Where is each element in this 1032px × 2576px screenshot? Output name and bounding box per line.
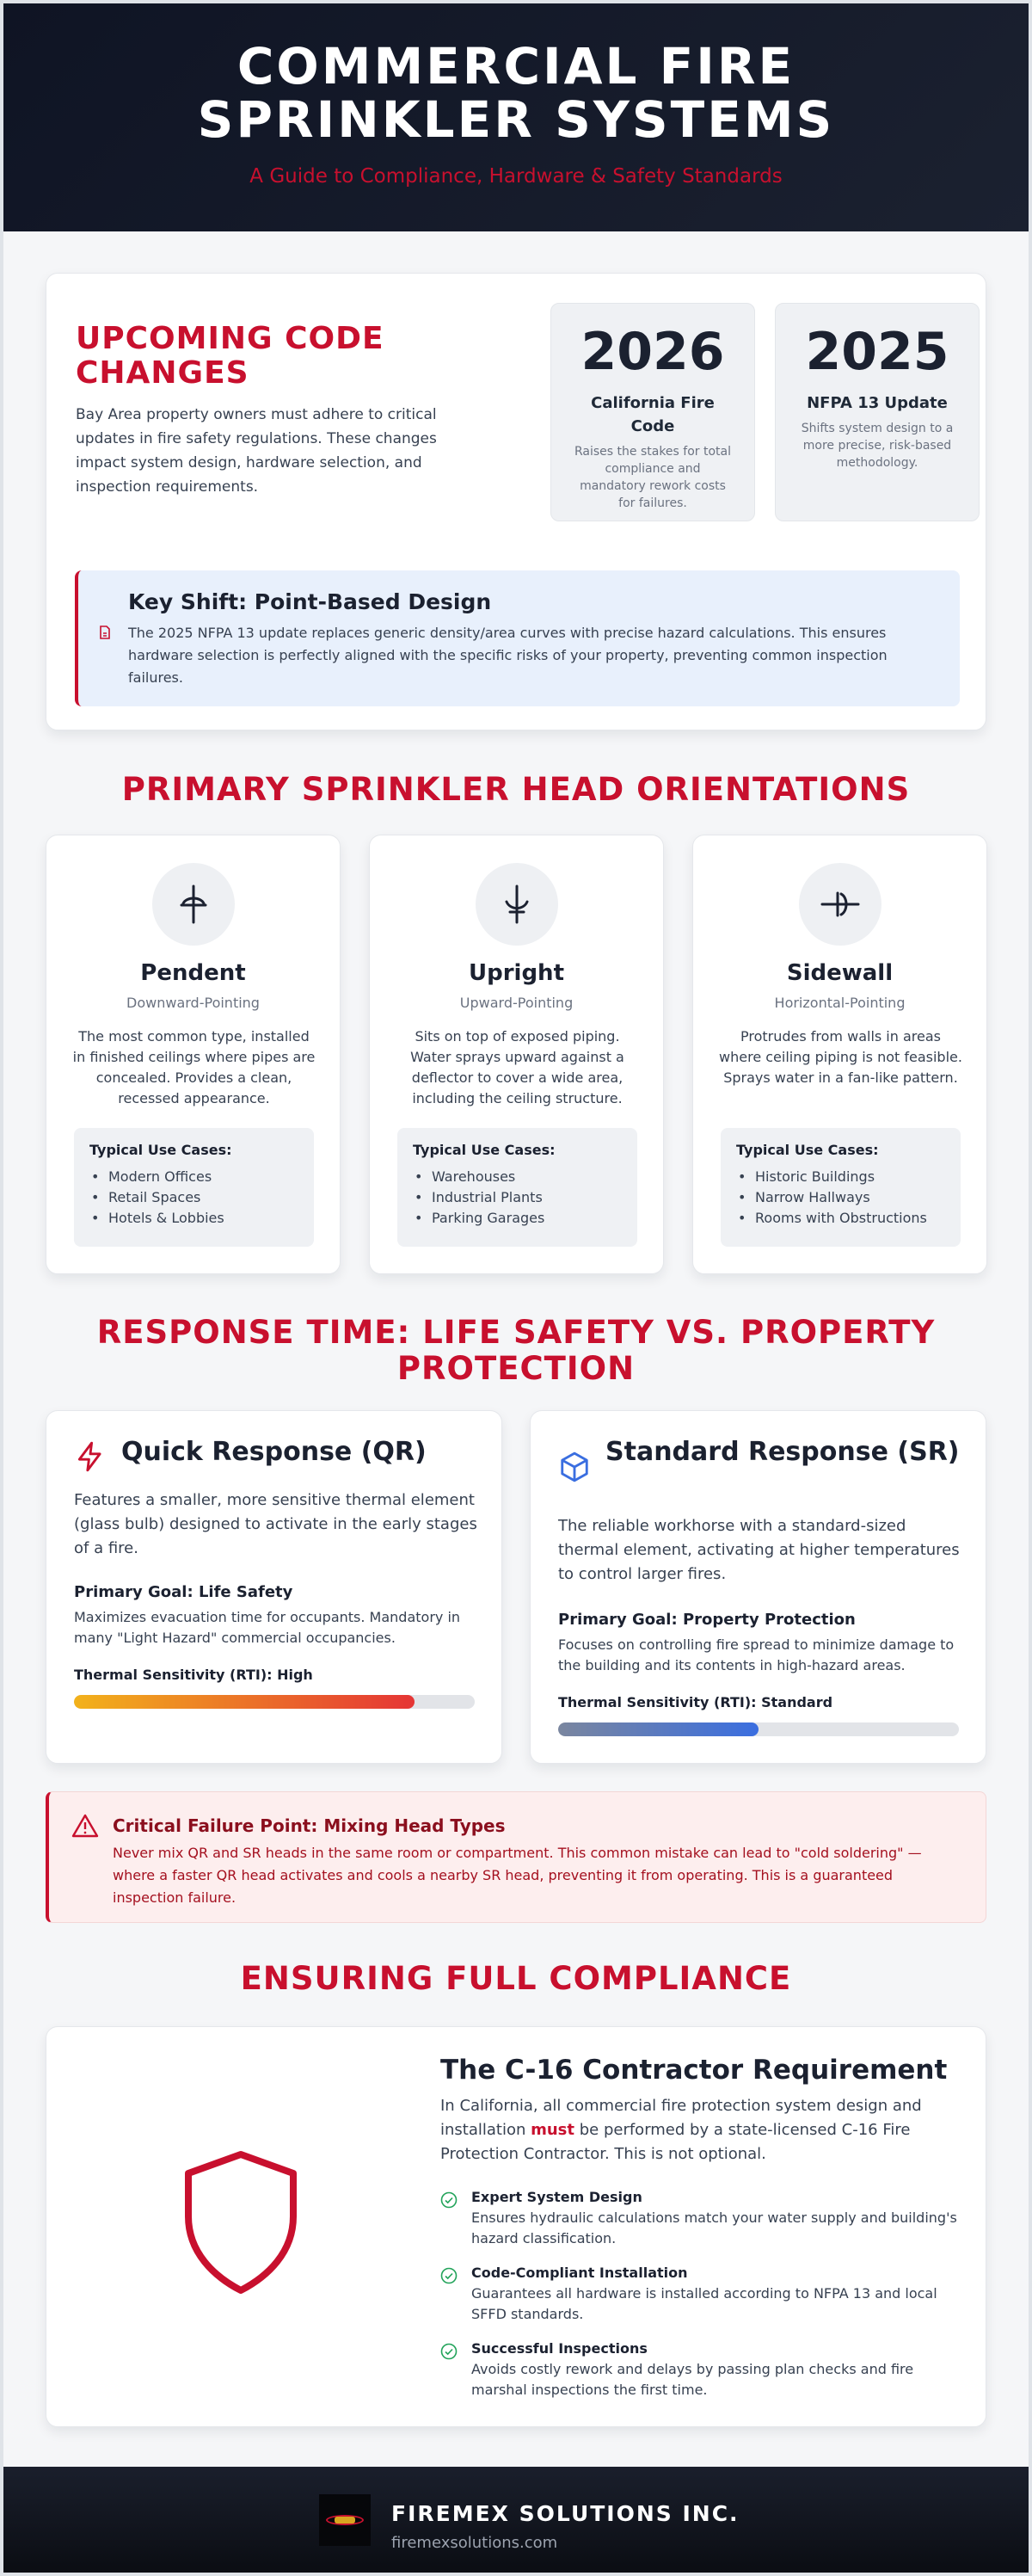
compliance-point-title: Successful Inspections	[471, 2340, 648, 2357]
upright-sprinkler-icon	[476, 863, 558, 946]
orientation-name: Pendent	[140, 960, 246, 986]
footer	[3, 2467, 1029, 2573]
alert-title: Critical Failure Point: Mixing Head Types	[113, 1815, 506, 1836]
standard-response-description: The reliable workhorse with a standard-sized thermal element, activating at higher temperatures to control larger fires.	[558, 1517, 960, 1583]
orientation-card-sidewall	[692, 835, 987, 1274]
orientation-name: Sidewall	[786, 960, 894, 986]
stat-number: 2025	[805, 322, 949, 382]
orientation-subtitle: Horizontal-Pointing	[774, 995, 906, 1011]
critical-failure-alert	[46, 1791, 986, 1923]
check-circle-icon	[440, 2191, 458, 2212]
key-shift-title: Key Shift: Point-Based Design	[128, 589, 492, 614]
response-title: RESPONSE TIME: LIFE SAFETY VS. PROPERTY PROTECTION	[96, 1314, 936, 1387]
company-name: FIREMEX SOLUTIONS INC.	[391, 2501, 740, 2526]
stat-label: California Fire Code	[591, 394, 715, 435]
orientation-name: Upright	[468, 960, 564, 986]
list-item: • Rooms with Obstructions	[736, 1208, 945, 1229]
company-logo	[319, 2494, 371, 2546]
use-cases-label: Typical Use Cases:	[89, 1142, 232, 1158]
company-url[interactable]: firemexsolutions.com	[391, 2534, 558, 2552]
standard-response-card	[530, 1410, 986, 1764]
warning-triangle-icon	[71, 1813, 99, 1842]
list-item: • Retail Spaces	[89, 1187, 298, 1208]
list-item: • Hotels & Lobbies	[89, 1208, 298, 1229]
quick-response-rti-bar	[74, 1695, 475, 1709]
pendent-sprinkler-icon	[152, 863, 235, 946]
use-cases-box	[397, 1128, 637, 1247]
rti-bar-fill	[558, 1722, 759, 1736]
compliance-title: ENSURING FULL COMPLIANCE	[240, 1960, 792, 1997]
standard-response-title: Standard Response (SR)	[605, 1437, 960, 1467]
lightning-icon	[74, 1440, 107, 1476]
orientation-subtitle: Upward-Pointing	[459, 995, 574, 1011]
use-cases-label: Typical Use Cases:	[413, 1142, 556, 1158]
orientation-subtitle: Downward-Pointing	[126, 995, 260, 1011]
standard-response-goal: Primary Goal: Property Protection	[558, 1611, 856, 1629]
quick-response-goal-description: Maximizes evacuation time for occupants. Mandatory in many "Light Hazard" commercial occupancies.	[74, 1609, 461, 1646]
standard-response-goal-description: Focuses on controlling fire spread to minimize damage to the building and its contents in high-hazard areas.	[558, 1636, 955, 1673]
page-subtitle: A Guide to Compliance, Hardware & Safety Standards	[249, 165, 783, 188]
standard-response-rti-bar	[558, 1722, 959, 1736]
compliance-card	[46, 2026, 986, 2427]
stat-number: 2026	[580, 322, 725, 382]
hero-header	[3, 3, 1029, 231]
code-changes-card	[46, 273, 986, 730]
list-item: • Industrial Plants	[413, 1187, 622, 1208]
stat-description: Shifts system design to a more precise, risk-based methodology.	[801, 422, 954, 470]
use-cases-box	[74, 1128, 314, 1247]
list-item: • Narrow Hallways	[736, 1187, 945, 1208]
compliance-point	[440, 2339, 965, 2400]
code-changes-description: Bay Area property owners must adhere to critical updates in fire safety regulations. These changes impact system design, hardware selection, and inspection requirements.	[76, 406, 437, 496]
shield-icon	[180, 2149, 302, 2299]
quick-response-description: Features a smaller, more sensitive thermal element (glass bulb) designed to activate in the early stages of a fire.	[74, 1491, 477, 1557]
compliance-intro	[440, 2094, 956, 2166]
key-shift-callout	[75, 570, 960, 706]
compliance-point-title: Expert System Design	[471, 2189, 642, 2205]
check-circle-icon	[440, 2267, 458, 2288]
intro-text: In California, all commercial fire protection system design and installation	[440, 2097, 922, 2139]
intro-emphasis: must	[531, 2121, 574, 2139]
stat-description: Raises the stakes for total compliance and mandatory rework costs for failures.	[574, 445, 731, 510]
list-item: • Historic Buildings	[736, 1167, 945, 1187]
orientation-description: Protrudes from walls in areas where ceiling piping is not feasible. Sprays water in a fan-like pattern.	[719, 1028, 962, 1086]
quick-response-card	[46, 1410, 502, 1764]
compliance-point-title: Code-Compliant Installation	[471, 2265, 688, 2281]
use-cases-label: Typical Use Cases:	[736, 1142, 879, 1158]
orientation-description: Sits on top of exposed piping. Water sprays upward against a deflector to cover a wide area, including the ceiling structure.	[410, 1028, 624, 1106]
page-title: COMMERCIAL FIRE SPRINKLER SYSTEMS	[197, 37, 835, 149]
use-cases-box	[721, 1128, 961, 1247]
quick-response-rti-label: Thermal Sensitivity (RTI): High	[74, 1667, 313, 1683]
code-changes-title: UPCOMING CODE CHANGES	[76, 321, 384, 391]
quick-response-title: Quick Response (QR)	[121, 1437, 427, 1467]
rti-bar-fill	[74, 1695, 415, 1709]
document-icon	[99, 626, 111, 643]
compliance-point-text: Ensures hydraulic calculations match your water supply and building's hazard classification.	[471, 2209, 957, 2246]
key-shift-text: The 2025 NFPA 13 update replaces generic density/area curves with precise hazard calculations. This ensures hardware selection is perfectly aligned with the specific risks of your property, preventing common inspection failures.	[128, 625, 888, 686]
compliance-card-title: The C-16 Contractor Requirement	[440, 2055, 948, 2086]
orientation-description: The most common type, installed in finished ceilings where pipes are concealed. Provides a clean, recessed appearance.	[72, 1028, 316, 1106]
page	[3, 3, 1029, 2573]
quick-response-goal: Primary Goal: Life Safety	[74, 1583, 293, 1601]
cube-icon	[558, 1451, 591, 1487]
compliance-point-text: Avoids costly rework and delays by passing plan checks and fire marshal inspections the first time.	[471, 2361, 914, 2398]
compliance-point	[440, 2187, 965, 2249]
list-item: • Warehouses	[413, 1167, 622, 1187]
stat-nfpa-update	[775, 303, 980, 521]
sidewall-sprinkler-icon	[799, 863, 882, 946]
orientation-card-upright	[369, 835, 664, 1274]
list-item: • Modern Offices	[89, 1167, 298, 1187]
intro-text: be performed by a state-licensed C-16 Fire Protection Contractor. This is not optional.	[440, 2121, 911, 2163]
standard-response-rti-label: Thermal Sensitivity (RTI): Standard	[558, 1694, 833, 1710]
check-circle-icon	[440, 2343, 458, 2363]
compliance-point	[440, 2263, 965, 2325]
orientations-title: PRIMARY SPRINKLER HEAD ORIENTATIONS	[121, 771, 911, 808]
orientation-card-pendent	[46, 835, 341, 1274]
stat-california-fire-code	[550, 303, 755, 521]
alert-text: Never mix QR and SR heads in the same room or compartment. This common mistake can lead to "cold soldering" — where a faster QR head activates and cools a nearby SR head, preventing it from operating. This is a guaranteed inspection failure.	[113, 1845, 922, 1906]
compliance-point-text: Guarantees all hardware is installed according to NFPA 13 and local SFFD standards.	[471, 2285, 937, 2322]
stat-label: NFPA 13 Update	[807, 394, 948, 412]
list-item: • Parking Garages	[413, 1208, 622, 1229]
